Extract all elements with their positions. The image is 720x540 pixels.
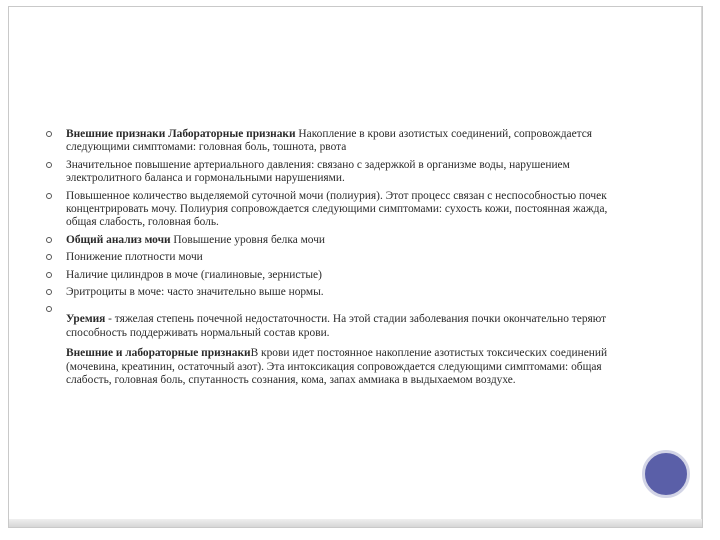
uremia-heading: Уремия bbox=[66, 313, 106, 326]
bullet-icon bbox=[46, 193, 52, 199]
list-item bbox=[44, 159, 624, 186]
item-text: Наличие цилиндров в моче (гиалиновые, зернистые) bbox=[66, 268, 322, 281]
item-text: Повышенное количество выделяемой суточной мочи (полиурия). Этот процесс связан с неспособностью почек концентрировать мочу. Полиурия сопровождается следующими симптомами: сухость кожи, постоянная жажда, общая слабость, головная боль. bbox=[66, 189, 608, 229]
list-item bbox=[44, 251, 624, 264]
signs-heading: Внешние и лабораторные признаки bbox=[66, 347, 251, 360]
item-text: Значительное повышение артериального давления: связано с задержкой в организме воды, нарушением электролитного баланса и гормональными нарушениями. bbox=[66, 158, 570, 185]
list-item bbox=[44, 234, 624, 247]
bullet-icon bbox=[46, 306, 52, 312]
list-item bbox=[44, 190, 624, 230]
item-text: Накопление в крови азотистых соединений, сопровождается следующими симптомами: головная боль, тошнота, рвота bbox=[66, 128, 593, 154]
item-text: Эритроциты в моче: часто значительно выше нормы. bbox=[66, 286, 324, 299]
item-heading: Внешние признаки Лабораторные признаки bbox=[66, 128, 296, 140]
bullet-icon bbox=[46, 131, 52, 137]
slide-content bbox=[44, 128, 624, 388]
frame-right-rule bbox=[701, 7, 702, 527]
bullet-icon bbox=[46, 272, 52, 278]
item-text: Понижение плотности мочи bbox=[66, 251, 203, 264]
list-item bbox=[44, 128, 624, 155]
uremia-text: - тяжелая степень почечной недостаточности. На этой стадии заболевания почки окончательно теряют способность поддерживать нормальный состав крови. bbox=[66, 313, 607, 339]
bullet-icon bbox=[46, 289, 52, 295]
uremia-paragraph bbox=[44, 313, 624, 340]
item-text: Повышение уровня белка мочи bbox=[170, 233, 326, 246]
signs-paragraph bbox=[44, 347, 624, 387]
bullet-icon bbox=[46, 254, 52, 260]
frame-bottom-shadow bbox=[9, 519, 702, 527]
decorative-circle bbox=[642, 450, 690, 498]
item-heading: Общий анализ мочи bbox=[66, 233, 171, 246]
signs-text: В крови идет постоянное накопление азотистых токсических соединений (мочевина, креатинин, остаточный азот). Эта интоксикация сопровождается следующими симптомами: общая слабость, головная боль, спутанность сознания, кома, запах аммиака в выдыхаемом воздухе. bbox=[66, 347, 608, 387]
list-item bbox=[44, 269, 624, 282]
list-item-empty bbox=[44, 303, 624, 317]
bullet-icon bbox=[46, 162, 52, 168]
bullet-icon bbox=[46, 237, 52, 243]
list-item bbox=[44, 286, 624, 299]
